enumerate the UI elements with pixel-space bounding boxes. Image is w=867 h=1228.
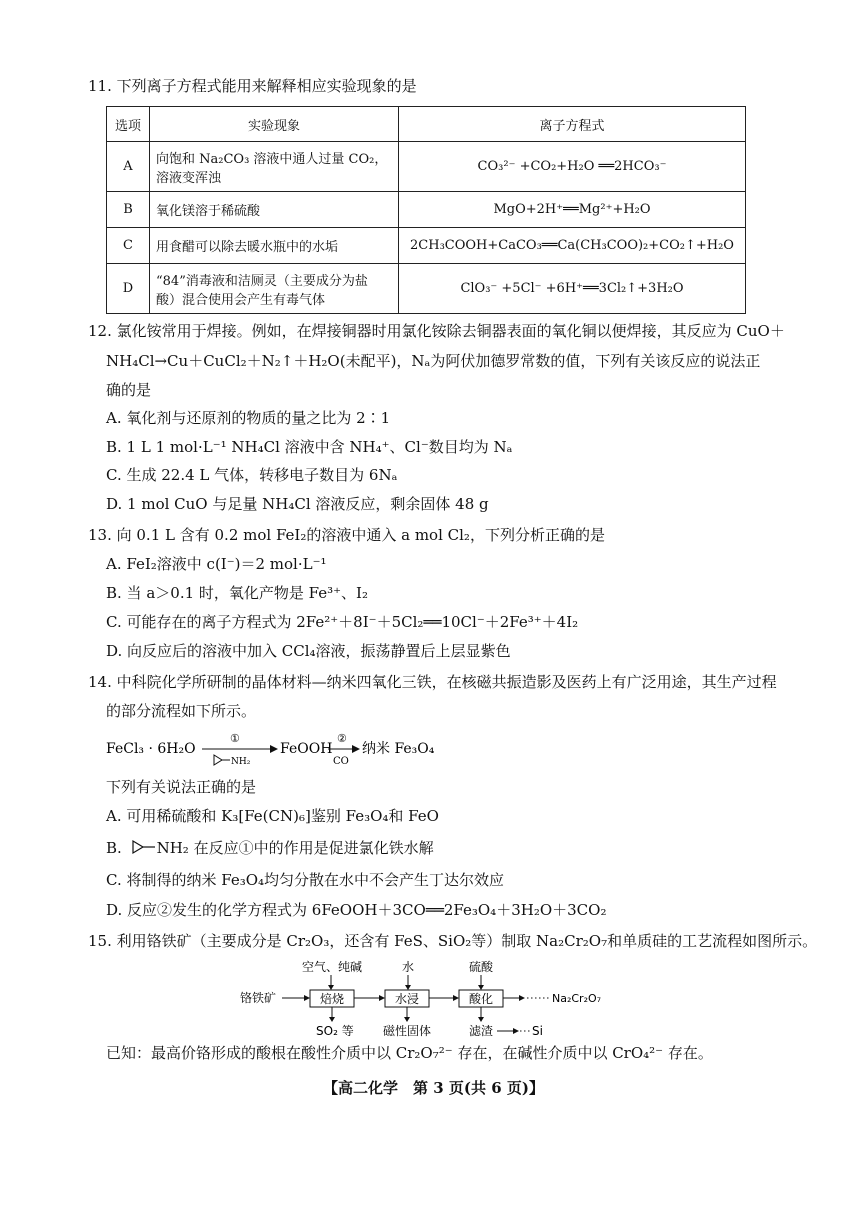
table-row (107, 142, 746, 192)
q12-stem-line: NH₄Cl→Cu＋CuCl₂＋N₂↑＋H₂O(未配平)，Nₐ为阿伏加德罗常数的值，下列有关该反应的说法正 (106, 352, 761, 370)
q13-stem: 13. 向 0.1 L 含有 0.2 mol FeI₂的溶液中通入 a mol Cl₂，下列分析正确的是 (88, 526, 605, 544)
arrowhead-icon (453, 995, 459, 1001)
page-footer: 【高二化学 第 3 页(共 6 页)】 (323, 1079, 544, 1097)
q12-option-a: A. 氧化剂与还原剂的物质的量之比为 2∶1 (106, 409, 391, 427)
header-option: 选项 (107, 107, 150, 142)
cyclopropyl-icon (214, 755, 222, 765)
flow-step1-label: ① (230, 732, 240, 745)
q14-flow-diagram (106, 730, 526, 770)
row-phenomenon (150, 264, 399, 314)
output-filter-residue: 滤渣 (469, 1024, 494, 1037)
phenomenon-line: 溶液变浑浊 (156, 170, 222, 186)
q15-known: 已知：最高价铬形成的酸根在酸性介质中以 Cr₂O₇²⁻ 存在，在碱性介质中以 CrO₄²⁻ 存在。 (106, 1044, 713, 1062)
row-phenomenon (150, 142, 399, 192)
row-equation: CO₃²⁻ +CO₂+H₂O ══2HCO₃⁻ (399, 142, 746, 192)
option-label: B. (106, 839, 122, 857)
q13-option-a: A. FeI₂溶液中 c(I⁻)＝2 mol·L⁻¹ (106, 555, 327, 573)
q14-option-c: C. 将制得的纳米 Fe₃O₄均匀分散在水中不会产生丁达尔效应 (106, 871, 505, 889)
q14-option-b (106, 838, 434, 858)
phenomenon-line: “84”消毒液和洁厕灵（主要成分为盐 (156, 273, 368, 289)
q12-option-d: D. 1 mol CuO 与足量 NH₄Cl 溶液反应，剩余固体 48 g (106, 495, 489, 513)
flow-step2-reagent: CO (333, 756, 349, 767)
q11-stem: 11. 下列离子方程式能用来解释相应实验现象的是 (88, 77, 417, 95)
flow-product: 纳米 Fe₃O₄ (362, 741, 435, 757)
flow-start: FeCl₃ · 6H₂O (106, 741, 196, 757)
q15-flow-diagram (240, 957, 660, 1037)
phenomenon-line: 酸）混合使用会产生有毒气体 (156, 292, 326, 308)
flow-step2-label: ② (337, 732, 347, 745)
row-option: B (107, 192, 150, 228)
arrowhead-icon (478, 985, 484, 990)
row-phenomenon: 氧化镁溶于稀硫酸 (150, 192, 399, 228)
flow-intermediate: FeOOH (280, 741, 333, 757)
q14-prompt: 下列有关说法正确的是 (106, 778, 257, 796)
phenomenon-line: 向饱和 Na₂CO₃ 溶液中通人过量 CO₂， (156, 151, 388, 167)
row-equation: ClO₃⁻ +5Cl⁻ +6H⁺══3Cl₂↑+3H₂O (399, 264, 746, 314)
q13-option-c: C. 可能存在的离子方程式为 2Fe²⁺＋8I⁻＋5Cl₂══10Cl⁻＋2Fe³⁺＋4I₂ (106, 613, 579, 631)
row-option: D (107, 264, 150, 314)
table-row (107, 192, 746, 228)
output-silicon: Si (532, 1024, 543, 1037)
output-so2: SO₂ 等 (316, 1024, 354, 1037)
nh2-label: NH₂ (156, 839, 189, 857)
box-water-leach-label: 水浸 (394, 992, 420, 1006)
output-magnetic-solid: 磁性固体 (383, 1024, 432, 1037)
arrowhead-icon (513, 1028, 519, 1034)
cyclopropyl-icon (131, 839, 157, 855)
table-row (107, 264, 746, 314)
row-equation: MgO+2H⁺══Mg²⁺+H₂O (399, 192, 746, 228)
box-roasting-label: 焙烧 (319, 992, 345, 1006)
box-acidify-label: 酸化 (468, 992, 494, 1006)
arrowhead-icon (304, 995, 310, 1001)
input-air-soda: 空气、纯碱 (302, 960, 363, 974)
q15-stem: 15. 利用铬铁矿（主要成分是 Cr₂O₃，还含有 FeS、SiO₂等）制取 Na₂Cr₂O₇和单质硅的工艺流程如图所示。 (88, 932, 818, 950)
input-water: 水 (402, 960, 415, 974)
arrowhead-icon (352, 745, 360, 753)
q12-stem-line: 12. 氯化铵常用于焊接。例如，在焊接铜器时用氯化铵除去铜器表面的氧化铜以便焊接，其反应为 CuO＋ (88, 322, 785, 340)
table-header-row (107, 107, 746, 142)
product-label: Na₂Cr₂O₇ (552, 992, 602, 1005)
q12-option-b: B. 1 L 1 mol·L⁻¹ NH₄Cl 溶液中含 NH₄⁺、Cl⁻数目均为 Nₐ (106, 438, 513, 456)
header-equation: 离子方程式 (399, 107, 746, 142)
q13-option-b: B. 当 a＞0.1 时，氧化产物是 Fe³⁺、I₂ (106, 584, 368, 602)
arrowhead-icon (379, 995, 385, 1001)
arrowhead-icon (405, 985, 411, 990)
row-option: C (107, 228, 150, 264)
q12-option-c: C. 生成 22.4 L 气体，转移电子数目为 6Nₐ (106, 466, 398, 484)
row-phenomenon: 用食醋可以除去暖水瓶中的水垢 (150, 228, 399, 264)
row-equation: 2CH₃COOH+CaCO₃══Ca(CH₃COO)₂+CO₂↑+H₂O (399, 228, 746, 264)
start-material: 铬铁矿 (240, 991, 277, 1005)
arrowhead-icon (404, 1017, 410, 1022)
arrowhead-icon (328, 985, 334, 990)
input-sulfuric-acid: 硫酸 (469, 960, 494, 974)
arrowhead-icon (519, 995, 525, 1001)
row-option: A (107, 142, 150, 192)
q14-option-d: D. 反应②发生的化学方程式为 6FeOOH＋3CO══2Fe₃O₄＋3H₂O＋3CO₂ (106, 901, 607, 919)
flow-step1-reagent: NH₂ (231, 757, 251, 767)
table-row (107, 228, 746, 264)
q14-stem-line: 14. 中科院化学所研制的晶体材料—纳米四氧化三铁，在核磁共振造影及医药上有广泛用途，其生产过程 (88, 673, 777, 691)
arrowhead-icon (270, 745, 278, 753)
q11-table (106, 106, 746, 314)
option-text: 在反应①中的作用是促进氯化铁水解 (193, 839, 434, 857)
q14-option-a: A. 可用稀硫酸和 K₃[Fe(CN)₆]鉴别 Fe₃O₄和 FeO (106, 807, 439, 825)
arrowhead-icon (478, 1017, 484, 1022)
q13-option-d: D. 向反应后的溶液中加入 CCl₄溶液，振荡静置后上层显紫色 (106, 642, 511, 660)
arrowhead-icon (329, 1017, 335, 1022)
q12-stem-line: 确的是 (106, 381, 152, 399)
header-phenomenon: 实验现象 (150, 107, 399, 142)
q14-stem-line: 的部分流程如下所示。 (106, 702, 257, 720)
